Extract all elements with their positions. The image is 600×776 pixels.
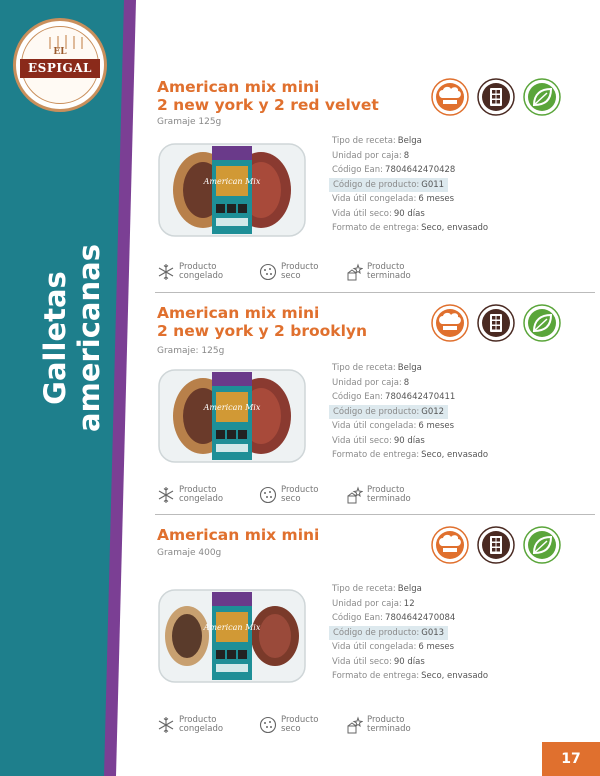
product-weight: Gramaje 400g <box>157 548 222 558</box>
spec-row-codigo <box>332 178 592 193</box>
state-label <box>367 486 427 504</box>
spec-value: 6 meses <box>418 194 455 204</box>
spec-label: Vida útil seco: <box>332 435 392 446</box>
spec-label: Formato de entrega: <box>332 671 420 681</box>
product-states <box>157 714 457 736</box>
spec-value: 7804642470428 <box>385 165 456 175</box>
spec-label: Código de producto: <box>333 406 420 417</box>
chocolate-bar-icon <box>477 526 515 564</box>
spec-row-ean <box>332 163 592 178</box>
spec-value: 90 días <box>393 656 425 667</box>
logo-ribbon: ESPIGAL <box>20 59 100 78</box>
state-label <box>281 486 341 504</box>
spec-value: 90 días <box>393 208 425 219</box>
spec-value: 12 <box>403 598 415 609</box>
product-photo <box>157 586 307 686</box>
espigal-logo <box>13 18 107 112</box>
leaf-icon <box>523 526 561 564</box>
spec-label: Tipo de receta: <box>332 363 396 373</box>
spec-row-formato <box>332 669 592 684</box>
spec-value: 6 meses <box>418 421 455 431</box>
chef-hat-icon <box>431 304 469 342</box>
spec-value: G011 <box>421 179 445 190</box>
spec-row-congelada <box>332 640 592 655</box>
chocolate-bar-icon <box>477 78 515 116</box>
spec-label: Formato de entrega: <box>332 223 420 233</box>
spec-row-formato <box>332 221 592 236</box>
state-label <box>367 716 427 734</box>
section-title-line-2: americanas <box>72 244 106 432</box>
state-label-line-2: congelado <box>179 271 224 281</box>
spec-row-congelada <box>332 192 592 207</box>
state-label-line-2: congelado <box>179 494 224 504</box>
spec-row-tipo <box>332 134 592 149</box>
spec-label: Vida útil seco: <box>332 656 392 667</box>
state-label-line-2: seco <box>281 271 301 281</box>
section-title-line-1: Galletas <box>38 271 72 405</box>
spec-value: Belga <box>397 363 422 373</box>
spec-value: Seco, envasado <box>421 671 489 681</box>
product-weight: Gramaje: 125g <box>157 346 225 356</box>
state-label-line-1: Producto <box>367 715 405 725</box>
state-label-line-2: terminado <box>367 724 411 734</box>
sparkle-box-icon <box>345 716 363 734</box>
spec-label: Unidad por caja: <box>332 598 402 609</box>
chef-hat-icon <box>431 526 469 564</box>
product-title <box>157 304 367 340</box>
product-title-line-1: American mix mini <box>157 304 320 322</box>
spec-label: Unidad por caja: <box>332 150 402 161</box>
spec-row-unidad <box>332 376 592 391</box>
spec-row-seco <box>332 207 592 222</box>
chocolate-bar-icon <box>477 304 515 342</box>
snowflake-icon <box>157 716 175 734</box>
product-title-line-1: American mix mini <box>157 78 320 96</box>
spec-row-seco <box>332 434 592 449</box>
state-label-line-2: congelado <box>179 724 224 734</box>
spec-label: Vida útil congelada: <box>332 642 417 652</box>
spec-value: Seco, envasado <box>421 450 489 460</box>
snowflake-icon <box>157 486 175 504</box>
divider <box>155 514 595 515</box>
logo-el: EL <box>53 47 67 57</box>
spec-value: Belga <box>397 136 422 146</box>
state-label-line-1: Producto <box>367 262 405 272</box>
spec-value: 6 meses <box>418 642 455 652</box>
product-specs <box>332 582 592 684</box>
spec-label: Código Ean: <box>332 165 384 175</box>
leaf-icon <box>523 304 561 342</box>
divider <box>155 292 595 293</box>
spec-row-ean <box>332 390 592 405</box>
package-label: American Mix <box>203 177 261 186</box>
spec-label: Unidad por caja: <box>332 377 402 388</box>
product-title-line-1: American mix mini <box>157 526 320 544</box>
product-photo <box>157 366 307 466</box>
state-label-line-2: terminado <box>367 271 411 281</box>
state-label-line-1: Producto <box>367 485 405 495</box>
chef-hat-icon <box>431 78 469 116</box>
product-weight: Gramaje 125g <box>157 117 222 127</box>
spec-label: Vida útil congelada: <box>332 421 417 431</box>
state-label-line-1: Producto <box>281 715 319 725</box>
spec-label: Código de producto: <box>333 179 420 190</box>
spec-value: Belga <box>397 584 422 594</box>
spec-row-unidad <box>332 149 592 164</box>
badge-row <box>431 526 591 566</box>
spec-row-codigo <box>332 405 592 420</box>
product-title-line-2: 2 new york y 2 red velvet <box>157 96 379 114</box>
product-title <box>157 78 379 114</box>
state-label-line-1: Producto <box>179 485 217 495</box>
badge-row <box>431 78 591 118</box>
spec-row-tipo <box>332 582 592 597</box>
product-photo <box>157 140 307 240</box>
spec-label: Tipo de receta: <box>332 136 396 146</box>
spec-value: 8 <box>403 150 410 161</box>
state-label-line-2: terminado <box>367 494 411 504</box>
product-specs <box>332 134 592 236</box>
product-states <box>157 261 457 283</box>
sparkle-box-icon <box>345 486 363 504</box>
spec-row-congelada <box>332 419 592 434</box>
spec-value: Seco, envasado <box>421 223 489 233</box>
product-title <box>157 526 319 544</box>
spec-value: 7804642470084 <box>385 613 456 623</box>
package-label: American Mix <box>203 623 261 632</box>
spec-label: Código Ean: <box>332 613 384 623</box>
section-title <box>38 244 106 432</box>
state-label <box>367 263 427 281</box>
spec-value: 7804642470411 <box>385 392 456 402</box>
badge-row <box>431 304 591 344</box>
product-states <box>157 484 457 506</box>
page-number: 17 <box>542 742 600 776</box>
state-label-line-1: Producto <box>281 485 319 495</box>
sparkle-box-icon <box>345 263 363 281</box>
state-label-line-2: seco <box>281 724 301 734</box>
product-title-line-2: 2 new york y 2 brooklyn <box>157 322 368 340</box>
leaf-icon <box>523 78 561 116</box>
spec-row-ean <box>332 611 592 626</box>
spec-row-formato <box>332 448 592 463</box>
state-label-line-1: Producto <box>281 262 319 272</box>
state-label <box>281 263 341 281</box>
cookie-icon <box>259 716 277 734</box>
spec-label: Código de producto: <box>333 627 420 638</box>
spec-label: Vida útil seco: <box>332 208 392 219</box>
spec-row-seco <box>332 655 592 670</box>
state-label <box>179 716 239 734</box>
spec-row-codigo <box>332 626 592 641</box>
spec-label: Tipo de receta: <box>332 584 396 594</box>
spec-row-tipo <box>332 361 592 376</box>
state-label <box>281 716 341 734</box>
cookie-icon <box>259 263 277 281</box>
state-label-line-2: seco <box>281 494 301 504</box>
spec-label: Código Ean: <box>332 392 384 402</box>
snowflake-icon <box>157 263 175 281</box>
state-label <box>179 486 239 504</box>
spec-value: 8 <box>403 377 410 388</box>
package-label: American Mix <box>203 403 261 412</box>
spec-value: G012 <box>421 406 445 417</box>
spec-row-unidad <box>332 597 592 612</box>
state-label <box>179 263 239 281</box>
state-label-line-1: Producto <box>179 715 217 725</box>
cookie-icon <box>259 486 277 504</box>
product-specs <box>332 361 592 463</box>
state-label-line-1: Producto <box>179 262 217 272</box>
spec-value: 90 días <box>393 435 425 446</box>
spec-label: Formato de entrega: <box>332 450 420 460</box>
spec-label: Vida útil congelada: <box>332 194 417 204</box>
spec-value: G013 <box>421 627 445 638</box>
